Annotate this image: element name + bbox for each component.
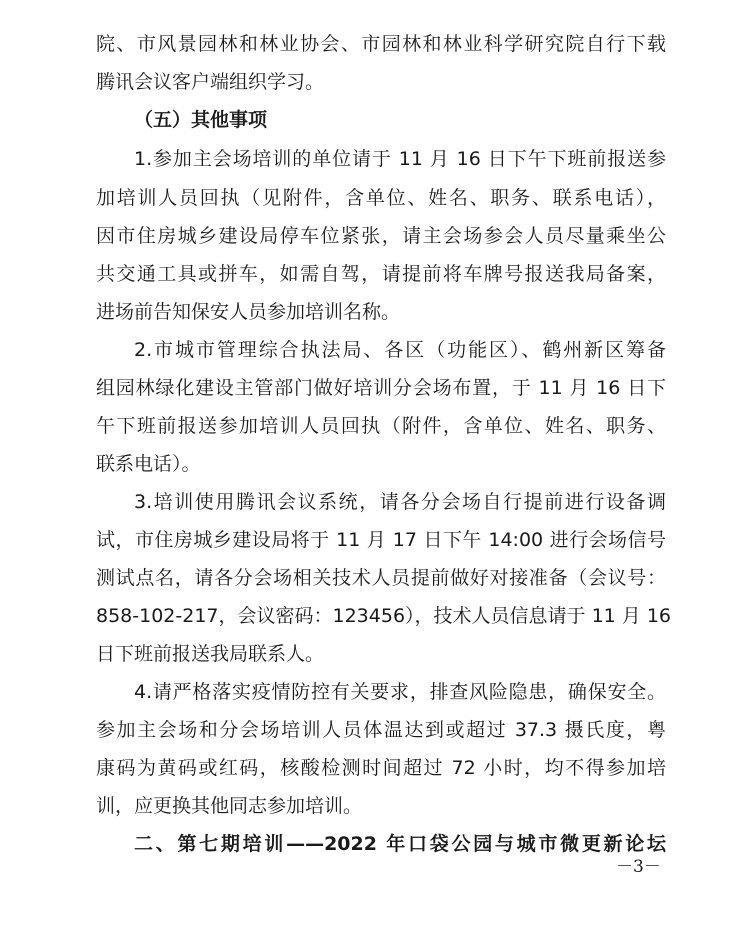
- paragraph-line: 午下班前报送参加培训人员回执（附件，含单位、姓名、职务、: [96, 415, 666, 437]
- paragraph-line: 腾讯会议客户端组织学习。: [96, 71, 325, 93]
- paragraph-line: 3.培训使用腾讯会议系统，请各分会场自行提前进行设备调: [134, 491, 666, 513]
- page-number: －3－: [616, 857, 661, 877]
- paragraph-line: 日下班前报送我局联系人。: [96, 643, 325, 665]
- paragraph-line: 院、市风景园林和林业协会、市园林和林业科学研究院自行下载: [96, 33, 666, 55]
- section-heading: 二、第七期培训——2022 年口袋公园与城市微更新论坛: [134, 833, 666, 855]
- paragraph-line: 训，应更换其他同志参加培训。: [96, 795, 363, 817]
- paragraph-line: 联系电话）。: [96, 453, 201, 475]
- paragraph-line: 858-102-217，会议密码：123456），技术人员信息请于 11 月 16: [96, 605, 672, 627]
- paragraph-line: 进场前告知保安人员参加培训名称。: [96, 301, 401, 323]
- paragraph-line: 加培训人员回执（见附件，含单位、姓名、职务、联系电话），: [96, 187, 666, 209]
- paragraph-line: 2.市城市管理综合执法局、各区（功能区）、鹤州新区筹备: [134, 339, 666, 361]
- paragraph-line: 测试点名，请各分会场相关技术人员提前做好对接准备（会议号：: [96, 567, 666, 589]
- paragraph-line: 组园林绿化建设主管部门做好培训分会场布置，于 11 月 16 日下: [96, 377, 666, 399]
- paragraph-line: 4.请严格落实疫情防控有关要求，排查风险隐患，确保安全。: [134, 681, 666, 703]
- paragraph-line: 康码为黄码或红码，核酸检测时间超过 72 小时，均不得参加培: [96, 757, 666, 779]
- paragraph-line: 试，市住房城乡建设局将于 11 月 17 日下午 14:00 进行会场信号: [96, 529, 666, 551]
- paragraph-line: 因市住房城乡建设局停车位紧张，请主会场参会人员尽量乘坐公: [96, 225, 666, 247]
- paragraph-line: 1.参加主会场培训的单位请于 11 月 16 日下午下班前报送参: [134, 148, 666, 170]
- section-heading: （五）其他事项: [134, 109, 268, 131]
- paragraph-line: 参加主会场和分会场培训人员体温达到或超过 37.3 摄氏度，粤: [96, 719, 666, 741]
- paragraph-line: 共交通工具或拼车，如需自驾，请提前将车牌号报送我局备案，: [96, 263, 666, 285]
